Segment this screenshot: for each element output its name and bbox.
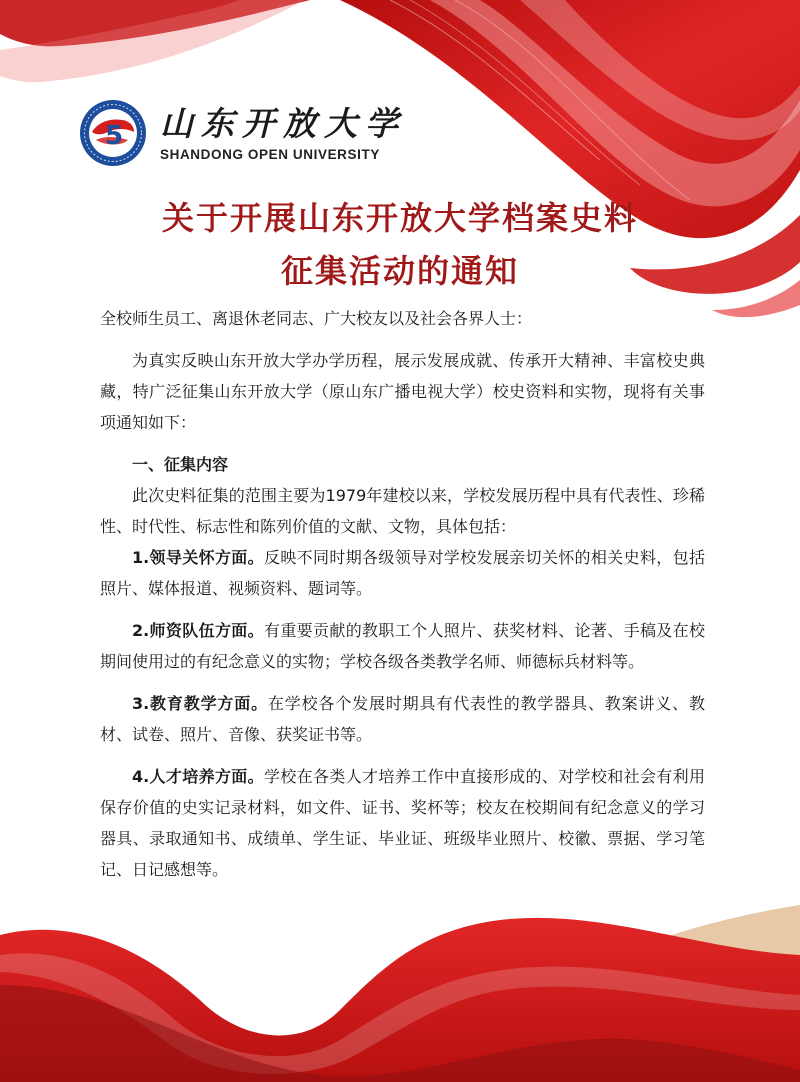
intro-paragraph: 为真实反映山东开放大学办学历程，展示发展成就、传承开大精神、丰富校史典藏，特广泛征集山东开放大学（原山东广播电视大学）校史资料和实物，现将有关事项通知如下： [100, 351, 705, 432]
bottom-wave-band [0, 905, 800, 1082]
section-intro: 此次史料征集的范围主要为1979年建校以来，学校发展历程中具有代表性、珍稀性、时代性、标志性和陈列价值的文献、文物，具体包括： [100, 486, 705, 536]
item-heading: 1.领导关怀方面。 [132, 548, 264, 567]
notice-title-line-2: 征集活动的通知 [280, 252, 519, 290]
item-text: 在学校各个发展时期具有代表性的教学器具、教案讲义、教材、试卷、照片、音像、获奖证书等。 [100, 694, 705, 744]
salutation: 全校师生员工、离退休老同志、广大校友以及社会各界人士： [100, 309, 533, 328]
university-logo [78, 98, 406, 168]
notice-title-line-1: 关于开展山东开放大学档案史料 [161, 199, 638, 237]
item-faculty [100, 615, 705, 677]
logo-chinese-name: 山东开放大学 [160, 103, 406, 143]
item-heading: 2.师资队伍方面。 [132, 621, 264, 640]
notice-body [100, 303, 705, 885]
seal-number: 5 [104, 121, 124, 151]
item-text: 有重要贡献的教职工个人照片、获奖材料、论著、手稿及在校期间使用过的有纪念意义的实物；学校各级各类教学名师、师德标兵材料等。 [100, 621, 705, 671]
item-text: 学校在各类人才培养工作中直接形成的、对学校和社会有利用保存价值的史实记录材料，如文件、证书、奖杯等；校友在校期间有纪念意义的学习器具、录取通知书、成绩单、学生证、毕业证、班级毕业照片、校徽、票据、学习笔记、日记感想等。 [100, 767, 705, 879]
item-teaching [100, 688, 705, 750]
logo-text [160, 105, 406, 162]
logo-english-name: SHANDONG OPEN UNIVERSITY [160, 146, 380, 162]
item-heading: 3.教育教学方面。 [132, 694, 268, 713]
item-talent-training [100, 761, 705, 885]
anniversary-seal-icon [78, 98, 148, 168]
item-heading: 4.人才培养方面。 [132, 767, 264, 786]
item-text: 反映不同时期各级领导对学校发展亲切关怀的相关史料，包括照片、媒体报道、视频资料、题词等。 [100, 548, 705, 598]
item-leadership [100, 542, 705, 604]
section-heading: 一、征集内容 [132, 455, 229, 474]
